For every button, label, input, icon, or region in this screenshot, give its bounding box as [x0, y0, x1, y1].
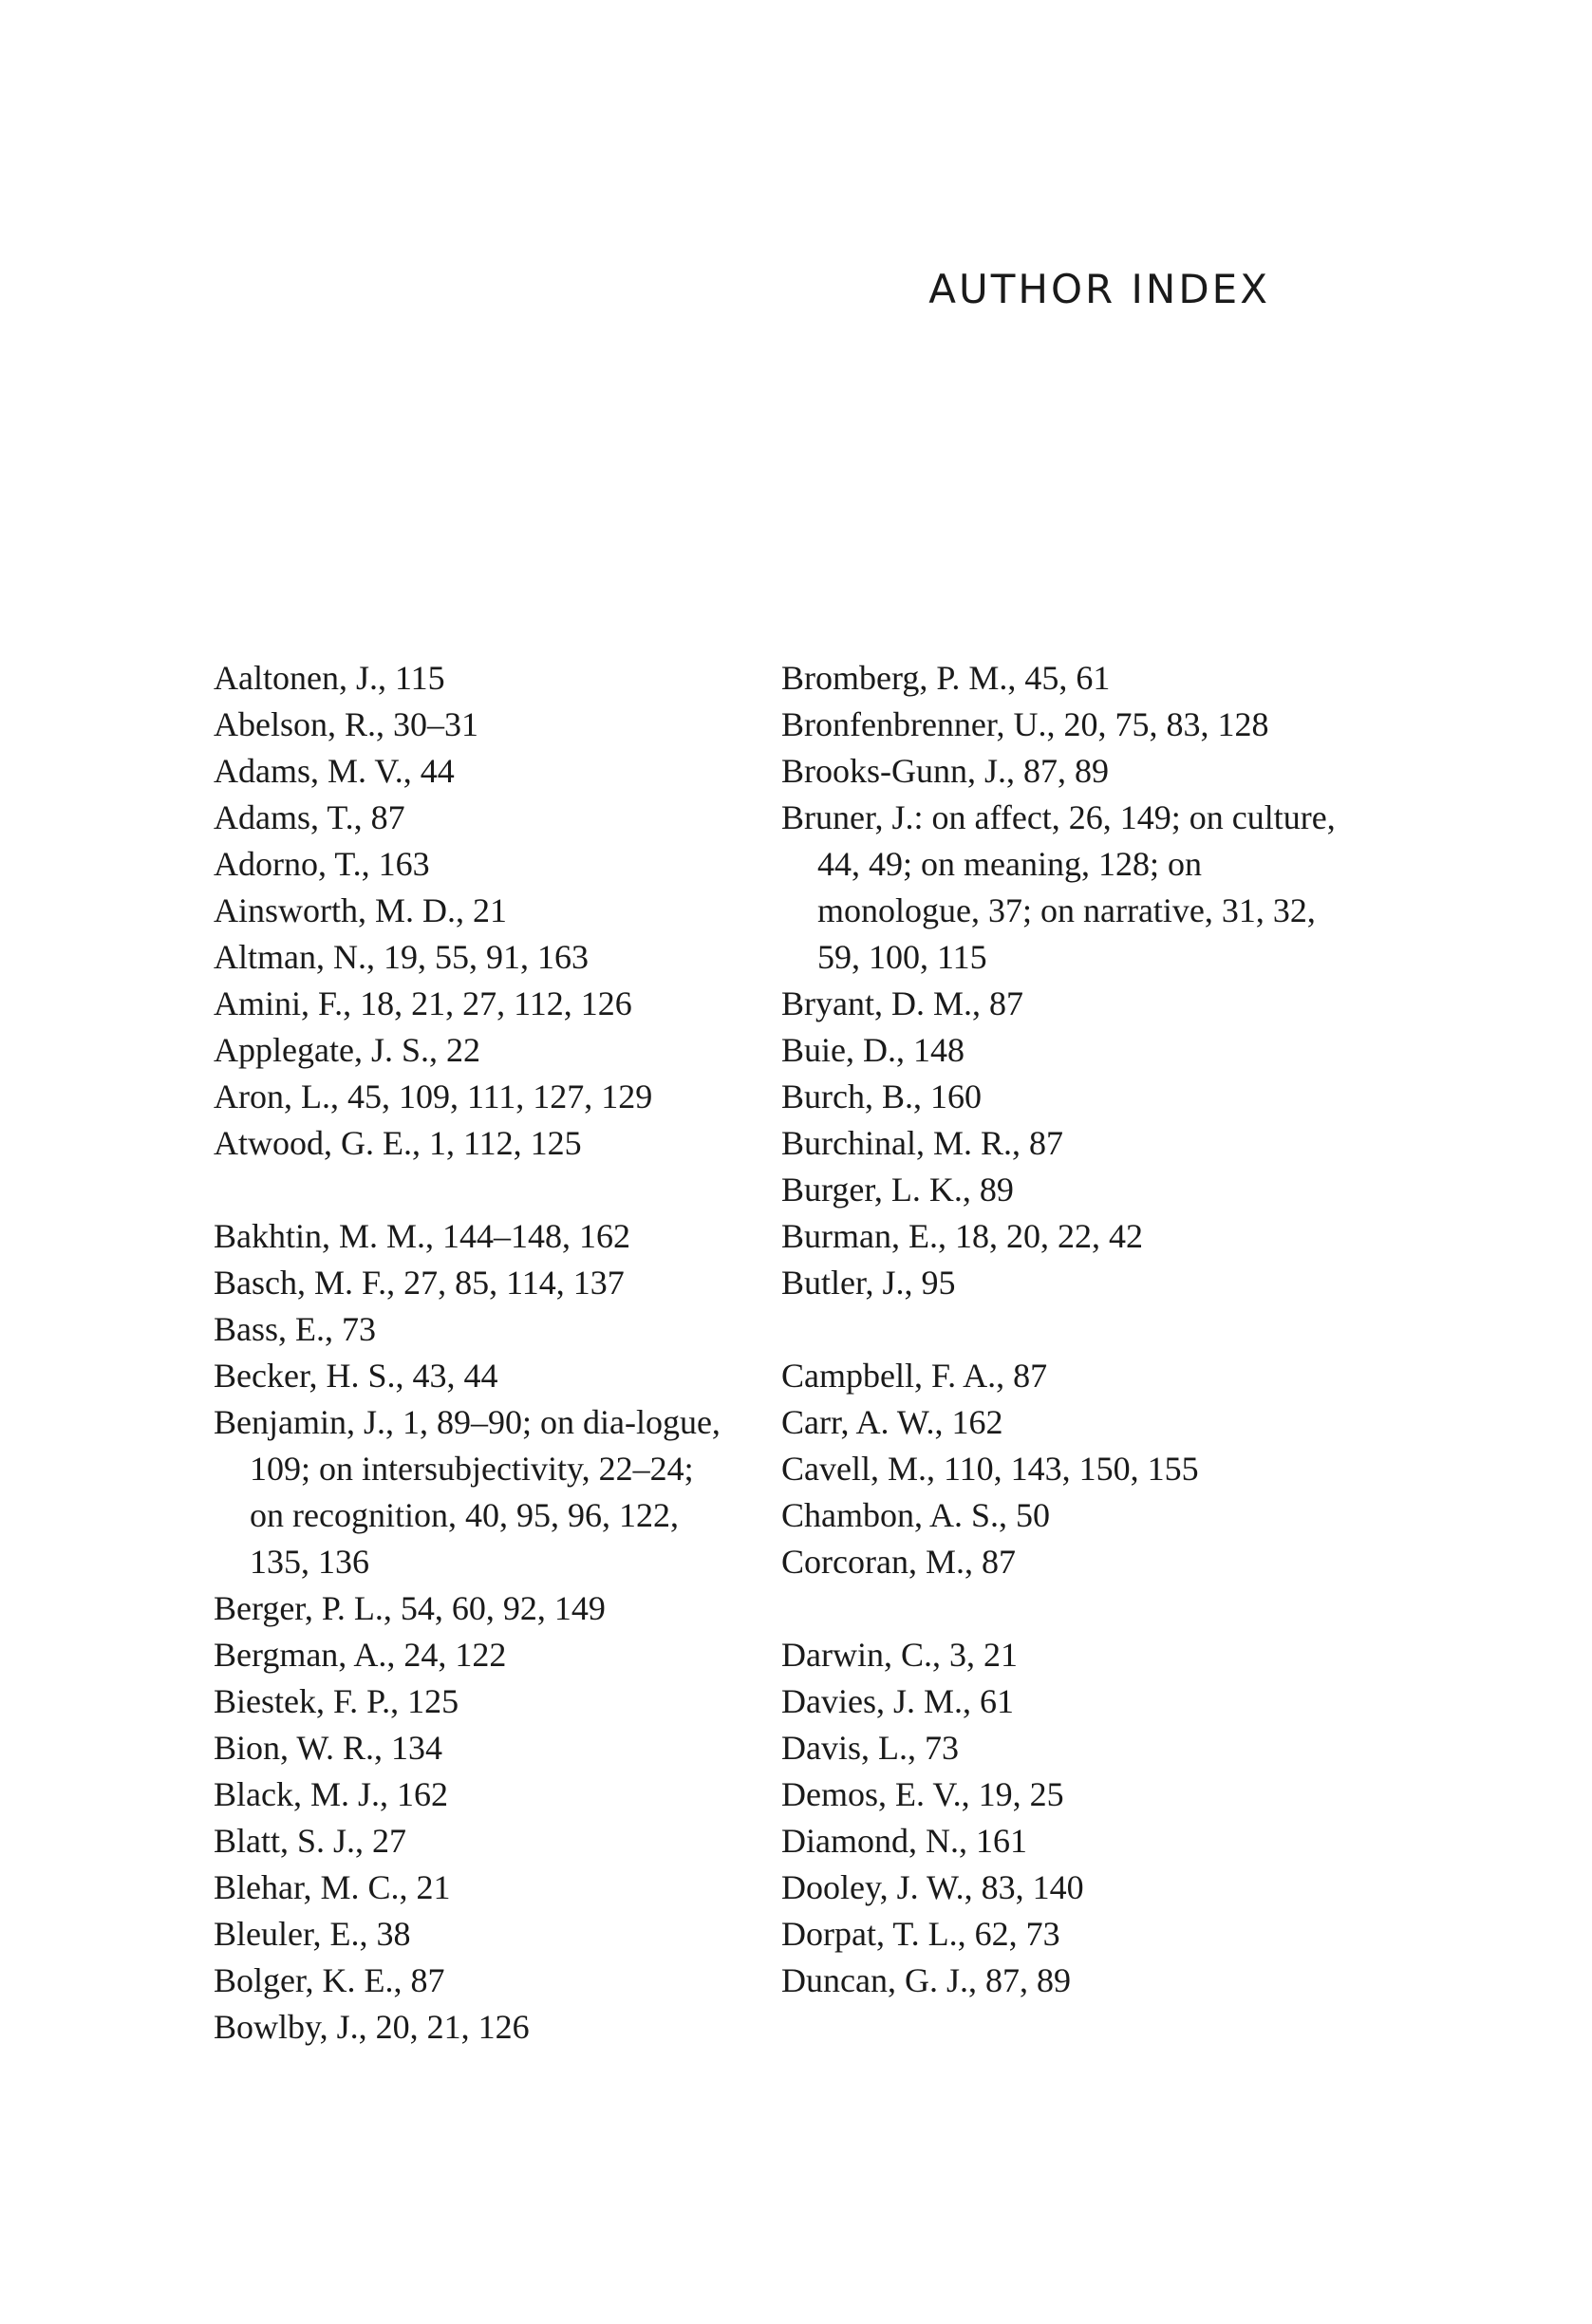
index-entry: Applegate, J. S., 22 — [214, 1031, 480, 1069]
index-column-left — [214, 655, 731, 2051]
index-entry: Blatt, S. J., 27 — [214, 1822, 407, 1860]
index-group-b-right — [781, 655, 1351, 1306]
index-entry: Bleuler, E., 38 — [214, 1915, 411, 1953]
index-entry: Ainsworth, M. D., 21 — [214, 891, 508, 929]
index-entry: Brooks-Gunn, J., 87, 89 — [781, 752, 1110, 790]
index-entry: Benjamin, J., 1, 89–90; on dia-logue, 109; on intersubjectivity, 22–24; on recognition, 40, 95, 96, 122, 135, 136 — [214, 1403, 721, 1581]
index-entry: Bergman, A., 24, 122 — [214, 1636, 507, 1674]
index-entry: Chambon, A. S., 50 — [781, 1496, 1051, 1534]
index-entry: Becker, H. S., 43, 44 — [214, 1357, 498, 1395]
index-entry: Darwin, C., 3, 21 — [781, 1636, 1018, 1674]
index-entry: Burch, B., 160 — [781, 1078, 982, 1115]
index-entry: Biestek, F. P., 125 — [214, 1682, 459, 1720]
index-group-c — [781, 1353, 1351, 1585]
index-column-right — [781, 655, 1351, 2004]
index-entry: Bolger, K. E., 87 — [214, 1961, 445, 1999]
index-entry: Carr, A. W., 162 — [781, 1403, 1003, 1441]
index-entry: Buie, D., 148 — [781, 1031, 965, 1069]
index-entry: Altman, N., 19, 55, 91, 163 — [214, 938, 589, 976]
index-entry: Black, M. J., 162 — [214, 1775, 448, 1813]
index-entry: Dooley, J. W., 83, 140 — [781, 1868, 1084, 1906]
index-group-b-left — [214, 1213, 731, 2051]
index-entry: Atwood, G. E., 1, 112, 125 — [214, 1124, 582, 1162]
index-group-a — [214, 655, 731, 1167]
index-entry: Adams, T., 87 — [214, 798, 405, 836]
index-group-d — [781, 1632, 1351, 2004]
index-entry: Burman, E., 18, 20, 22, 42 — [781, 1217, 1143, 1255]
index-entry: Bass, E., 73 — [214, 1310, 376, 1348]
index-entry: Abelson, R., 30–31 — [214, 705, 478, 743]
index-entry: Cavell, M., 110, 143, 150, 155 — [781, 1450, 1199, 1488]
index-entry: Blehar, M. C., 21 — [214, 1868, 451, 1906]
index-entry: Bryant, D. M., 87 — [781, 984, 1023, 1022]
index-entry: Bruner, J.: on affect, 26, 149; on culture, 44, 49; on meaning, 128; on monologue, 37; on narrative, 31, 32, 59, 100, 115 — [781, 798, 1336, 976]
page-title: AUTHOR INDEX — [928, 266, 1270, 312]
index-entry: Bronfenbrenner, U., 20, 75, 83, 128 — [781, 705, 1269, 743]
index-entry: Dorpat, T. L., 62, 73 — [781, 1915, 1060, 1953]
index-entry: Amini, F., 18, 21, 27, 112, 126 — [214, 984, 632, 1022]
index-entry: Aron, L., 45, 109, 111, 127, 129 — [214, 1078, 653, 1115]
index-entry: Bowlby, J., 20, 21, 126 — [214, 2008, 530, 2046]
index-entry: Adams, M. V., 44 — [214, 752, 455, 790]
index-entry: Davies, J. M., 61 — [781, 1682, 1014, 1720]
index-entry: Davis, L., 73 — [781, 1729, 959, 1767]
index-entry: Burchinal, M. R., 87 — [781, 1124, 1063, 1162]
index-entry: Demos, E. V., 19, 25 — [781, 1775, 1064, 1813]
index-entry: Diamond, N., 161 — [781, 1822, 1027, 1860]
index-entry: Duncan, G. J., 87, 89 — [781, 1961, 1071, 1999]
index-entry: Butler, J., 95 — [781, 1264, 956, 1302]
index-entry: Adorno, T., 163 — [214, 845, 430, 883]
index-entry: Campbell, F. A., 87 — [781, 1357, 1048, 1395]
index-entry: Corcoran, M., 87 — [781, 1543, 1016, 1581]
index-entry: Bion, W. R., 134 — [214, 1729, 443, 1767]
index-entry: Berger, P. L., 54, 60, 92, 149 — [214, 1589, 606, 1627]
index-entry: Bakhtin, M. M., 144–148, 162 — [214, 1217, 631, 1255]
index-entry: Aaltonen, J., 115 — [214, 659, 445, 697]
index-entry: Bromberg, P. M., 45, 61 — [781, 659, 1111, 697]
index-entry: Burger, L. K., 89 — [781, 1171, 1014, 1209]
index-entry: Basch, M. F., 27, 85, 114, 137 — [214, 1264, 625, 1302]
